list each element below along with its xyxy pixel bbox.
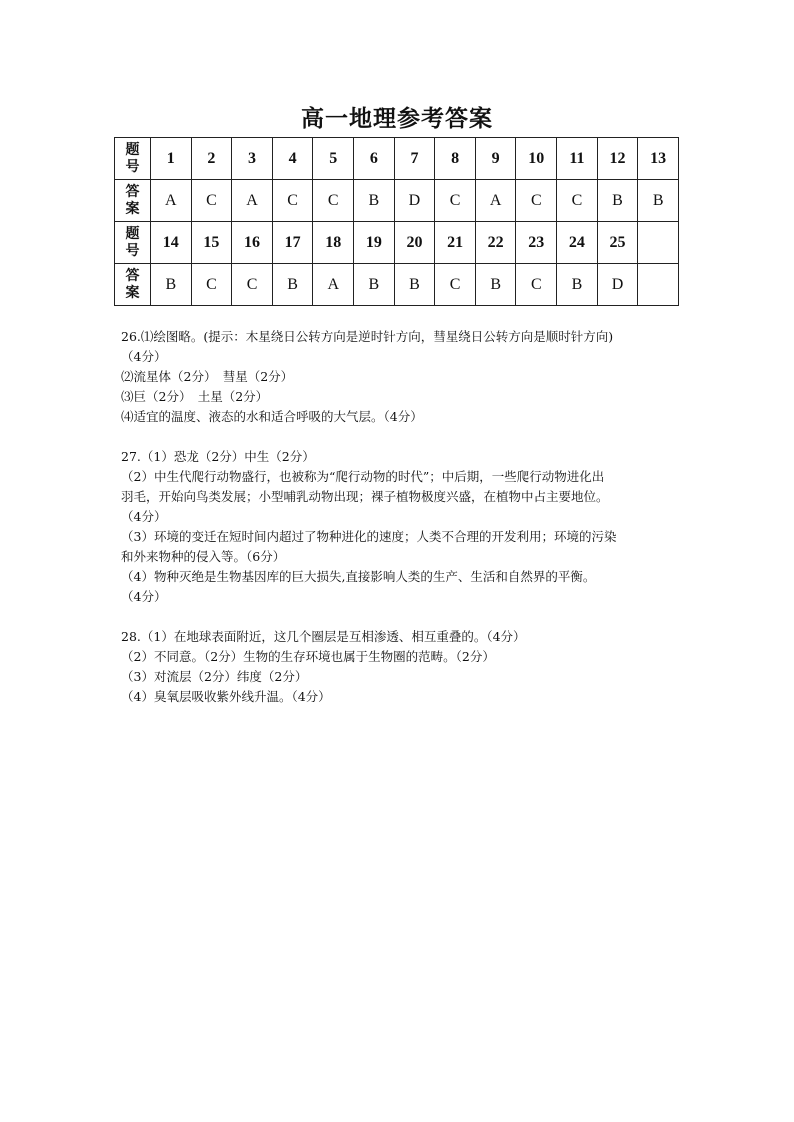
question-number-cell: 13 bbox=[638, 138, 679, 180]
answer-cell: C bbox=[557, 180, 598, 222]
row-label-answer: 答 案 bbox=[115, 180, 151, 222]
question-number-cell: 3 bbox=[232, 138, 273, 180]
answer-line: （2）中生代爬行动物盛行，也被称为“爬行动物的时代”；中后期，一些爬行动物进化出 bbox=[121, 469, 605, 484]
question-number-cell: 16 bbox=[232, 222, 273, 264]
question-number-cell: 1 bbox=[151, 138, 192, 180]
answer-cell: D bbox=[394, 180, 435, 222]
question-number-cell: 17 bbox=[272, 222, 313, 264]
question-number-cell: 6 bbox=[354, 138, 395, 180]
answer-cell: B bbox=[354, 180, 395, 222]
answer-line: （4分） bbox=[121, 349, 167, 364]
question-number-cell: 15 bbox=[191, 222, 232, 264]
answer-cell: A bbox=[151, 180, 192, 222]
question-number-cell: 12 bbox=[597, 138, 638, 180]
question-number-cell: 24 bbox=[557, 222, 598, 264]
answer-row-2 bbox=[115, 264, 679, 306]
answer-line: （3）对流层（2分）纬度（2分） bbox=[121, 669, 308, 684]
question-number-cell bbox=[638, 222, 679, 264]
question-number-row-1 bbox=[115, 138, 679, 180]
answer-cell: C bbox=[435, 264, 476, 306]
answer-cell: B bbox=[354, 264, 395, 306]
answer-cell: C bbox=[313, 180, 354, 222]
answer-cell: C bbox=[191, 180, 232, 222]
answer-line: （4分） bbox=[121, 509, 167, 524]
answer-line: 28.（1）在地球表面附近，这几个圈层是互相渗透、相互重叠的。（4分） bbox=[121, 629, 526, 644]
question-number-cell: 7 bbox=[394, 138, 435, 180]
question-number-cell: 14 bbox=[151, 222, 192, 264]
answer-cell: C bbox=[435, 180, 476, 222]
answer-cell: B bbox=[272, 264, 313, 306]
answer-line: ⑶巨（2分） 土星（2分） bbox=[121, 389, 269, 404]
question-28-answer bbox=[121, 627, 681, 707]
answer-line: （4）臭氧层吸收紫外线升温。（4分） bbox=[121, 689, 331, 704]
question-number-cell: 18 bbox=[313, 222, 354, 264]
answer-cell: C bbox=[272, 180, 313, 222]
row-label-answer: 答 案 bbox=[115, 264, 151, 306]
question-number-row-2 bbox=[115, 222, 679, 264]
answer-cell: B bbox=[475, 264, 516, 306]
answer-cell: C bbox=[516, 264, 557, 306]
answer-explanations bbox=[121, 327, 681, 727]
answer-line: 和外来物种的侵入等。（6分） bbox=[121, 549, 286, 564]
answer-cell: A bbox=[232, 180, 273, 222]
row-label-number: 题 号 bbox=[115, 138, 151, 180]
answer-row-1 bbox=[115, 180, 679, 222]
answer-line: （2）不同意。（2分）生物的生存环境也属于生物圈的范畴。（2分） bbox=[121, 649, 495, 664]
answer-cell: B bbox=[557, 264, 598, 306]
question-number-cell: 25 bbox=[597, 222, 638, 264]
question-number-cell: 20 bbox=[394, 222, 435, 264]
answer-line: （4）物种灭绝是生物基因库的巨大损失,直接影响人类的生产、生活和自然界的平衡。 bbox=[121, 569, 596, 584]
answer-line: 26.⑴绘图略。(提示：木星绕日公转方向是逆时针方向，彗星绕日公转方向是顺时针方向) bbox=[121, 329, 614, 344]
answer-key-table bbox=[114, 137, 679, 306]
answer-line: ⑷适宜的温度、液态的水和适合呼吸的大气层。（4分） bbox=[121, 409, 423, 424]
answer-cell: C bbox=[516, 180, 557, 222]
answer-line: （4分） bbox=[121, 589, 167, 604]
question-26-answer bbox=[121, 327, 681, 427]
answer-cell: B bbox=[151, 264, 192, 306]
question-number-cell: 4 bbox=[272, 138, 313, 180]
answer-line: ⑵流星体（2分） 彗星（2分） bbox=[121, 369, 294, 384]
question-number-cell: 11 bbox=[557, 138, 598, 180]
question-number-cell: 8 bbox=[435, 138, 476, 180]
question-number-cell: 10 bbox=[516, 138, 557, 180]
question-number-cell: 2 bbox=[191, 138, 232, 180]
answer-cell: B bbox=[597, 180, 638, 222]
answer-cell: B bbox=[638, 180, 679, 222]
answer-line: 羽毛，开始向鸟类发展；小型哺乳动物出现；裸子植物极度兴盛，在植物中占主要地位。 bbox=[121, 489, 609, 504]
answer-cell: A bbox=[475, 180, 516, 222]
question-27-answer bbox=[121, 447, 681, 607]
question-number-cell: 22 bbox=[475, 222, 516, 264]
answer-cell: B bbox=[394, 264, 435, 306]
answer-cell: C bbox=[191, 264, 232, 306]
page-title: 高一地理参考答案 bbox=[301, 105, 493, 132]
answer-cell bbox=[638, 264, 679, 306]
question-number-cell: 23 bbox=[516, 222, 557, 264]
answer-cell: A bbox=[313, 264, 354, 306]
question-number-cell: 21 bbox=[435, 222, 476, 264]
answer-line: （3）环境的变迁在短时间内超过了物种进化的速度；人类不合理的开发利用；环境的污染 bbox=[121, 529, 617, 544]
question-number-cell: 9 bbox=[475, 138, 516, 180]
row-label-number: 题 号 bbox=[115, 222, 151, 264]
answer-cell: C bbox=[232, 264, 273, 306]
answer-cell: D bbox=[597, 264, 638, 306]
question-number-cell: 5 bbox=[313, 138, 354, 180]
answer-line: 27.（1）恐龙（2分）中生（2分） bbox=[121, 449, 315, 464]
question-number-cell: 19 bbox=[354, 222, 395, 264]
